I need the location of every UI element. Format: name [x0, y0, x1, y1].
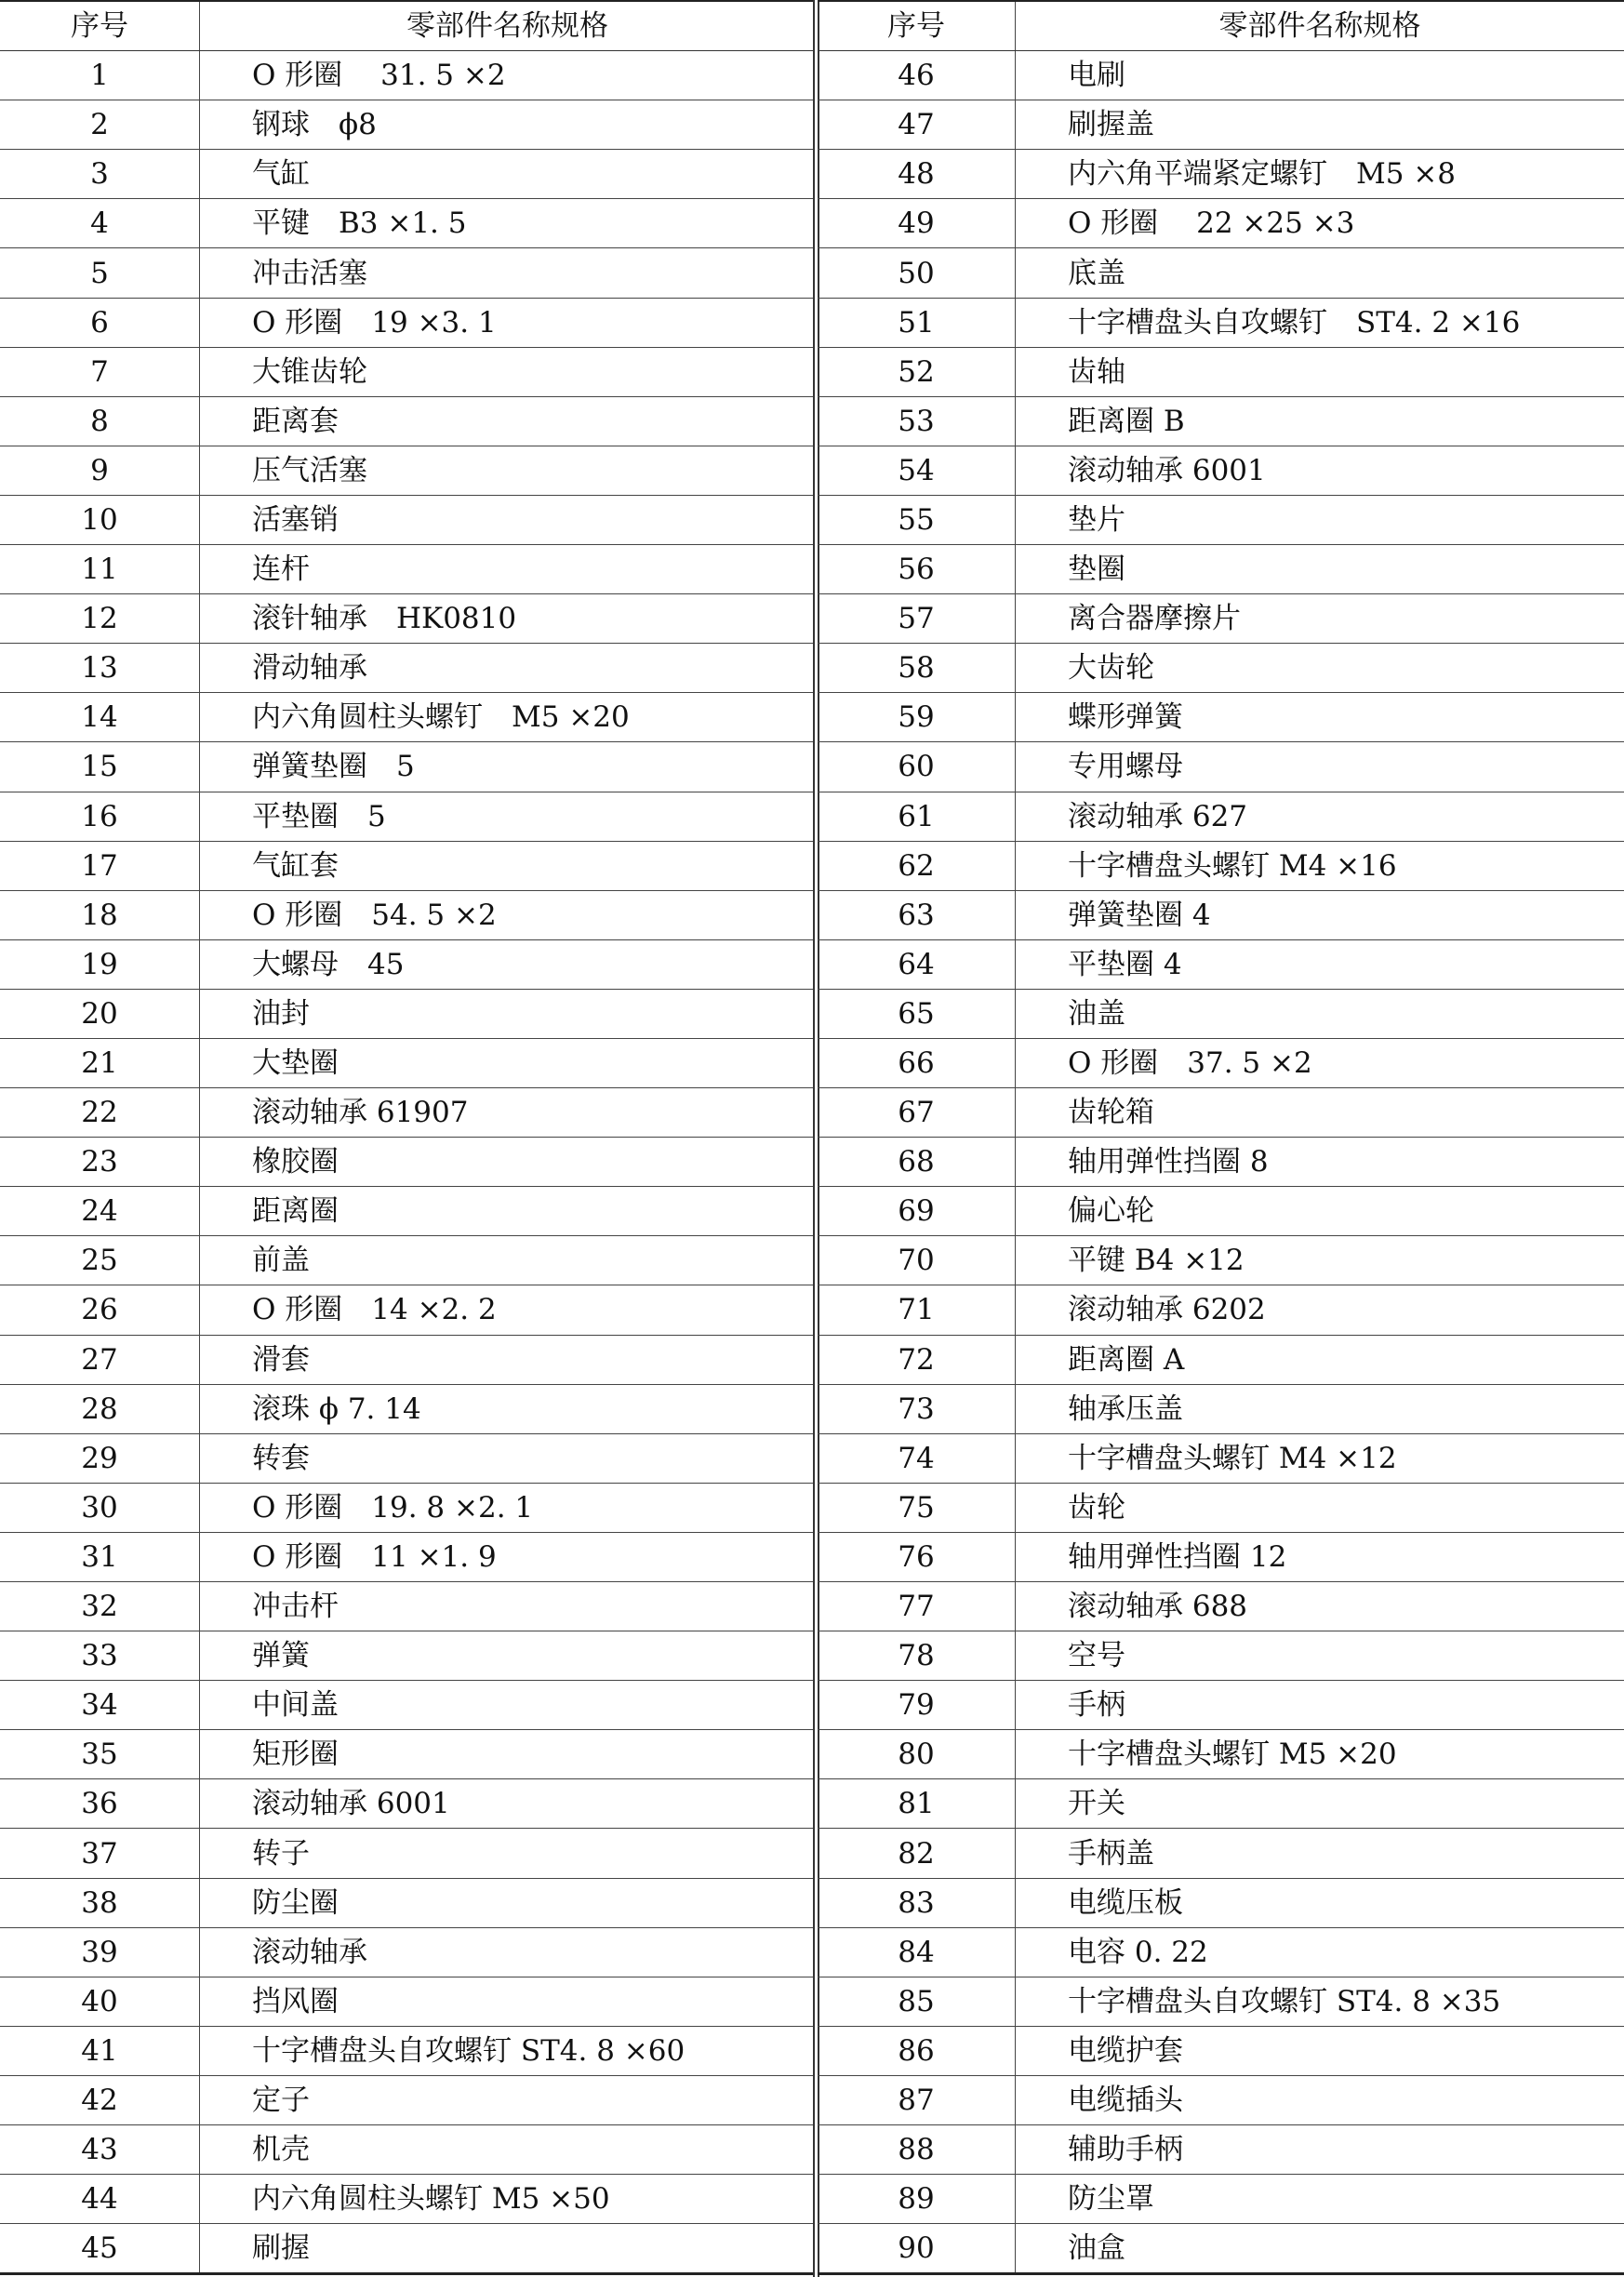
- table-row: [0, 1483, 815, 1532]
- table-row: [0, 644, 815, 693]
- part-number: 87: [818, 2075, 1016, 2124]
- part-number: 35: [0, 1730, 200, 1779]
- table-row: [818, 1088, 1624, 1138]
- part-name-spec: 手柄: [1016, 1681, 1624, 1730]
- table-row: [818, 1730, 1624, 1779]
- part-name-spec: 滚动轴承 688: [1016, 1582, 1624, 1631]
- part-name-spec: 平垫圈 4: [1016, 939, 1624, 989]
- part-name-spec: O 形圈 31. 5 ×2: [200, 51, 816, 100]
- part-name-spec: 十字槽盘头自攻螺钉 ST4. 8 ×60: [200, 2026, 816, 2075]
- part-number: 20: [0, 989, 200, 1038]
- table-row: [0, 2026, 815, 2075]
- part-number: 82: [818, 1829, 1016, 1878]
- table-row: [0, 495, 815, 544]
- part-number: 64: [818, 939, 1016, 989]
- header-row: [0, 1, 815, 51]
- part-number: 2: [0, 100, 200, 150]
- table-row: [818, 1927, 1624, 1977]
- table-row: [0, 1038, 815, 1087]
- table-row: [0, 792, 815, 841]
- table-row: [0, 545, 815, 594]
- table-row: [818, 2224, 1624, 2274]
- part-name-spec: 平键 B4 ×12: [1016, 1236, 1624, 1285]
- table-row: [0, 2125, 815, 2175]
- part-name-spec: 矩形圈: [200, 1730, 816, 1779]
- part-number: 14: [0, 693, 200, 742]
- part-number: 28: [0, 1384, 200, 1433]
- part-name-spec: 十字槽盘头自攻螺钉 ST4. 2 ×16: [1016, 298, 1624, 347]
- part-number: 3: [0, 150, 200, 199]
- part-number: 6: [0, 298, 200, 347]
- table-row: [818, 1779, 1624, 1829]
- part-name-spec: 专用螺母: [1016, 742, 1624, 792]
- part-number: 75: [818, 1483, 1016, 1532]
- part-number: 59: [818, 693, 1016, 742]
- table-row: [0, 1187, 815, 1236]
- part-name-spec: 开关: [1016, 1779, 1624, 1829]
- part-number: 11: [0, 545, 200, 594]
- part-number: 76: [818, 1532, 1016, 1581]
- part-name-spec: 十字槽盘头自攻螺钉 ST4. 8 ×35: [1016, 1977, 1624, 2026]
- part-name-spec: 手柄盖: [1016, 1829, 1624, 1878]
- part-number: 49: [818, 199, 1016, 248]
- part-number: 86: [818, 2026, 1016, 2075]
- table-row: [818, 545, 1624, 594]
- part-number: 53: [818, 396, 1016, 446]
- header-row: [818, 1, 1624, 51]
- part-name-spec: 转子: [200, 1829, 816, 1878]
- part-name-spec: 内六角圆柱头螺钉 M5 ×50: [200, 2175, 816, 2224]
- part-name-spec: 机壳: [200, 2125, 816, 2175]
- part-name-spec: 齿轮: [1016, 1483, 1624, 1532]
- part-number: 24: [0, 1187, 200, 1236]
- table-row: [818, 446, 1624, 495]
- part-name-spec: 弹簧: [200, 1631, 816, 1681]
- table-row: [818, 199, 1624, 248]
- part-name-spec: 十字槽盘头螺钉 M4 ×16: [1016, 841, 1624, 890]
- part-number: 17: [0, 841, 200, 890]
- table-row: [818, 2125, 1624, 2175]
- part-number: 55: [818, 495, 1016, 544]
- part-number: 31: [0, 1532, 200, 1581]
- part-number: 69: [818, 1187, 1016, 1236]
- part-name-spec: 电缆护套: [1016, 2026, 1624, 2075]
- table-row: [0, 1878, 815, 1927]
- part-number: 27: [0, 1335, 200, 1384]
- part-name-spec: 平垫圈 5: [200, 792, 816, 841]
- part-number: 4: [0, 199, 200, 248]
- part-name-spec: 大锥齿轮: [200, 347, 816, 396]
- part-number: 60: [818, 742, 1016, 792]
- part-name-spec: 滚针轴承 HK0810: [200, 594, 816, 644]
- table-row: [818, 742, 1624, 792]
- table-row: [818, 2175, 1624, 2224]
- table-row: [818, 1187, 1624, 1236]
- table-row: [0, 2224, 815, 2274]
- part-name-spec: 底盖: [1016, 248, 1624, 298]
- part-number: 68: [818, 1138, 1016, 1187]
- part-number: 37: [0, 1829, 200, 1878]
- table-row: [818, 1631, 1624, 1681]
- part-number: 62: [818, 841, 1016, 890]
- part-number: 1: [0, 51, 200, 100]
- part-number: 44: [0, 2175, 200, 2224]
- part-number: 65: [818, 989, 1016, 1038]
- table-row: [818, 841, 1624, 890]
- table-row: [818, 693, 1624, 742]
- table-row: [818, 347, 1624, 396]
- table-row: [818, 51, 1624, 100]
- part-name-spec: 挡风圈: [200, 1977, 816, 2026]
- part-name-spec: 刷握: [200, 2224, 816, 2274]
- part-number: 40: [0, 1977, 200, 2026]
- part-name-spec: 油盖: [1016, 989, 1624, 1038]
- table-row: [0, 1335, 815, 1384]
- parts-table-right-body: [818, 51, 1624, 2274]
- part-number: 12: [0, 594, 200, 644]
- table-row: [818, 1335, 1624, 1384]
- part-name-spec: 距离圈 B: [1016, 396, 1624, 446]
- table-row: [0, 1927, 815, 1977]
- part-name-spec: 齿轴: [1016, 347, 1624, 396]
- header-no: 序号: [0, 1, 200, 51]
- table-row: [0, 199, 815, 248]
- part-name-spec: O 形圈 19. 8 ×2. 1: [200, 1483, 816, 1532]
- table-row: [818, 1285, 1624, 1335]
- part-name-spec: 距离套: [200, 396, 816, 446]
- part-name-spec: 大齿轮: [1016, 644, 1624, 693]
- part-name-spec: 滚动轴承 6001: [200, 1779, 816, 1829]
- part-number: 5: [0, 248, 200, 298]
- table-row: [818, 1483, 1624, 1532]
- table-row: [0, 396, 815, 446]
- part-number: 61: [818, 792, 1016, 841]
- part-number: 22: [0, 1088, 200, 1138]
- part-name-spec: 大垫圈: [200, 1038, 816, 1087]
- part-number: 36: [0, 1779, 200, 1829]
- header-name: 零部件名称规格: [200, 1, 816, 51]
- part-name-spec: O 形圈 11 ×1. 9: [200, 1532, 816, 1581]
- table-row: [0, 1088, 815, 1138]
- table-row: [0, 1779, 815, 1829]
- table-row: [0, 890, 815, 939]
- part-number: 39: [0, 1927, 200, 1977]
- table-row: [0, 347, 815, 396]
- part-number: 8: [0, 396, 200, 446]
- part-number: 70: [818, 1236, 1016, 1285]
- part-name-spec: 前盖: [200, 1236, 816, 1285]
- part-number: 25: [0, 1236, 200, 1285]
- table-row: [0, 742, 815, 792]
- table-row: [818, 298, 1624, 347]
- part-name-spec: 电缆插头: [1016, 2075, 1624, 2124]
- part-name-spec: 齿轮箱: [1016, 1088, 1624, 1138]
- part-name-spec: 活塞销: [200, 495, 816, 544]
- table-row: [818, 396, 1624, 446]
- part-name-spec: 蝶形弹簧: [1016, 693, 1624, 742]
- part-name-spec: 电刷: [1016, 51, 1624, 100]
- part-name-spec: 滑动轴承: [200, 644, 816, 693]
- table-row: [818, 644, 1624, 693]
- table-row: [818, 495, 1624, 544]
- part-number: 89: [818, 2175, 1016, 2224]
- part-number: 26: [0, 1285, 200, 1335]
- part-number: 84: [818, 1927, 1016, 1977]
- part-name-spec: O 形圈 54. 5 ×2: [200, 890, 816, 939]
- table-row: [0, 1631, 815, 1681]
- table-row: [0, 1433, 815, 1483]
- part-name-spec: 转套: [200, 1433, 816, 1483]
- part-number: 18: [0, 890, 200, 939]
- part-name-spec: 离合器摩擦片: [1016, 594, 1624, 644]
- part-number: 48: [818, 150, 1016, 199]
- part-name-spec: O 形圈 37. 5 ×2: [1016, 1038, 1624, 1087]
- table-row: [0, 594, 815, 644]
- table-row: [818, 1236, 1624, 1285]
- part-name-spec: 弹簧垫圈 5: [200, 742, 816, 792]
- part-name-spec: 气缸套: [200, 841, 816, 890]
- part-number: 10: [0, 495, 200, 544]
- table-row: [818, 2026, 1624, 2075]
- part-name-spec: 轴用弹性挡圈 12: [1016, 1532, 1624, 1581]
- table-row: [0, 1730, 815, 1779]
- part-number: 21: [0, 1038, 200, 1087]
- part-number: 19: [0, 939, 200, 989]
- part-name-spec: 十字槽盘头螺钉 M5 ×20: [1016, 1730, 1624, 1779]
- table-row: [818, 1138, 1624, 1187]
- part-number: 7: [0, 347, 200, 396]
- part-name-spec: 滚动轴承: [200, 1927, 816, 1977]
- part-number: 78: [818, 1631, 1016, 1681]
- table-row: [0, 446, 815, 495]
- part-name-spec: 轴承压盖: [1016, 1384, 1624, 1433]
- part-name-spec: 垫片: [1016, 495, 1624, 544]
- part-name-spec: 平键 B3 ×1. 5: [200, 199, 816, 248]
- part-number: 77: [818, 1582, 1016, 1631]
- table-row: [818, 890, 1624, 939]
- part-number: 52: [818, 347, 1016, 396]
- part-number: 58: [818, 644, 1016, 693]
- part-number: 33: [0, 1631, 200, 1681]
- table-row: [818, 1038, 1624, 1087]
- part-number: 56: [818, 545, 1016, 594]
- parts-table-left-body: [0, 51, 815, 2274]
- header-no: 序号: [818, 1, 1016, 51]
- table-row: [818, 1384, 1624, 1433]
- part-name-spec: 内六角平端紧定螺钉 M5 ×8: [1016, 150, 1624, 199]
- part-number: 79: [818, 1681, 1016, 1730]
- part-number: 41: [0, 2026, 200, 2075]
- part-name-spec: 刷握盖: [1016, 100, 1624, 150]
- part-number: 34: [0, 1681, 200, 1730]
- part-number: 73: [818, 1384, 1016, 1433]
- part-name-spec: 防尘圈: [200, 1878, 816, 1927]
- part-name-spec: 大螺母 45: [200, 939, 816, 989]
- part-name-spec: 连杆: [200, 545, 816, 594]
- part-name-spec: 滚珠 ϕ 7. 14: [200, 1384, 816, 1433]
- part-name-spec: 内六角圆柱头螺钉 M5 ×20: [200, 693, 816, 742]
- part-number: 54: [818, 446, 1016, 495]
- part-number: 81: [818, 1779, 1016, 1829]
- column-divider: [813, 0, 815, 2277]
- part-number: 23: [0, 1138, 200, 1187]
- part-number: 67: [818, 1088, 1016, 1138]
- table-row: [0, 1236, 815, 1285]
- table-row: [0, 1384, 815, 1433]
- table-row: [818, 1681, 1624, 1730]
- part-number: 16: [0, 792, 200, 841]
- table-row: [818, 594, 1624, 644]
- table-row: [0, 939, 815, 989]
- part-number: 63: [818, 890, 1016, 939]
- part-name-spec: 橡胶圈: [200, 1138, 816, 1187]
- part-name-spec: 滚动轴承 627: [1016, 792, 1624, 841]
- part-name-spec: 弹簧垫圈 4: [1016, 890, 1624, 939]
- table-row: [818, 1829, 1624, 1878]
- table-row: [0, 1532, 815, 1581]
- part-number: 85: [818, 1977, 1016, 2026]
- part-name-spec: 电容 0. 22: [1016, 1927, 1624, 1977]
- table-row: [0, 841, 815, 890]
- part-number: 51: [818, 298, 1016, 347]
- table-row: [0, 1977, 815, 2026]
- part-name-spec: 钢球 ϕ8: [200, 100, 816, 150]
- part-name-spec: 中间盖: [200, 1681, 816, 1730]
- table-row: [0, 1285, 815, 1335]
- part-name-spec: 偏心轮: [1016, 1187, 1624, 1236]
- part-number: 29: [0, 1433, 200, 1483]
- table-row: [0, 100, 815, 150]
- part-name-spec: 冲击活塞: [200, 248, 816, 298]
- table-row: [818, 1433, 1624, 1483]
- part-number: 9: [0, 446, 200, 495]
- part-number: 43: [0, 2125, 200, 2175]
- part-name-spec: 十字槽盘头螺钉 M4 ×12: [1016, 1433, 1624, 1483]
- part-number: 38: [0, 1878, 200, 1927]
- part-name-spec: 轴用弹性挡圈 8: [1016, 1138, 1624, 1187]
- part-number: 30: [0, 1483, 200, 1532]
- part-name-spec: 距离圈: [200, 1187, 816, 1236]
- part-number: 42: [0, 2075, 200, 2124]
- table-row: [818, 2075, 1624, 2124]
- part-name-spec: 防尘罩: [1016, 2175, 1624, 2224]
- part-number: 83: [818, 1878, 1016, 1927]
- part-name-spec: 油盒: [1016, 2224, 1624, 2274]
- part-name-spec: 滚动轴承 6202: [1016, 1285, 1624, 1335]
- parts-table-right: [818, 0, 1624, 2275]
- part-number: 46: [818, 51, 1016, 100]
- table-row: [0, 248, 815, 298]
- table-row: [0, 1829, 815, 1878]
- part-number: 66: [818, 1038, 1016, 1087]
- table-row: [0, 2075, 815, 2124]
- part-name-spec: 定子: [200, 2075, 816, 2124]
- part-name-spec: O 形圈 19 ×3. 1: [200, 298, 816, 347]
- part-name-spec: 压气活塞: [200, 446, 816, 495]
- table-row: [0, 1138, 815, 1187]
- part-number: 74: [818, 1433, 1016, 1483]
- table-row: [0, 1681, 815, 1730]
- table-row: [818, 1532, 1624, 1581]
- part-number: 57: [818, 594, 1016, 644]
- part-number: 15: [0, 742, 200, 792]
- part-number: 72: [818, 1335, 1016, 1384]
- table-row: [818, 1582, 1624, 1631]
- part-number: 71: [818, 1285, 1016, 1335]
- part-name-spec: O 形圈 22 ×25 ×3: [1016, 199, 1624, 248]
- part-name-spec: 电缆压板: [1016, 1878, 1624, 1927]
- part-name-spec: 垫圈: [1016, 545, 1624, 594]
- part-name-spec: O 形圈 14 ×2. 2: [200, 1285, 816, 1335]
- table-row: [0, 150, 815, 199]
- part-name-spec: 气缸: [200, 150, 816, 199]
- part-name-spec: 滑套: [200, 1335, 816, 1384]
- part-number: 50: [818, 248, 1016, 298]
- part-number: 45: [0, 2224, 200, 2274]
- part-name-spec: 油封: [200, 989, 816, 1038]
- table-row: [818, 792, 1624, 841]
- part-name-spec: 辅助手柄: [1016, 2125, 1624, 2175]
- table-row: [0, 298, 815, 347]
- table-row: [0, 51, 815, 100]
- table-row: [818, 150, 1624, 199]
- part-name-spec: 滚动轴承 61907: [200, 1088, 816, 1138]
- part-number: 80: [818, 1730, 1016, 1779]
- part-name-spec: 空号: [1016, 1631, 1624, 1681]
- part-number: 88: [818, 2125, 1016, 2175]
- part-number: 90: [818, 2224, 1016, 2274]
- table-row: [818, 939, 1624, 989]
- part-number: 47: [818, 100, 1016, 150]
- table-row: [818, 989, 1624, 1038]
- table-row: [0, 2175, 815, 2224]
- table-row: [0, 989, 815, 1038]
- table-row: [0, 693, 815, 742]
- part-name-spec: 距离圈 A: [1016, 1335, 1624, 1384]
- table-row: [0, 1582, 815, 1631]
- part-name-spec: 冲击杆: [200, 1582, 816, 1631]
- part-name-spec: 滚动轴承 6001: [1016, 446, 1624, 495]
- table-row: [818, 1878, 1624, 1927]
- table-row: [818, 1977, 1624, 2026]
- table-row: [818, 248, 1624, 298]
- table-row: [818, 100, 1624, 150]
- part-number: 13: [0, 644, 200, 693]
- header-name: 零部件名称规格: [1016, 1, 1624, 51]
- part-number: 32: [0, 1582, 200, 1631]
